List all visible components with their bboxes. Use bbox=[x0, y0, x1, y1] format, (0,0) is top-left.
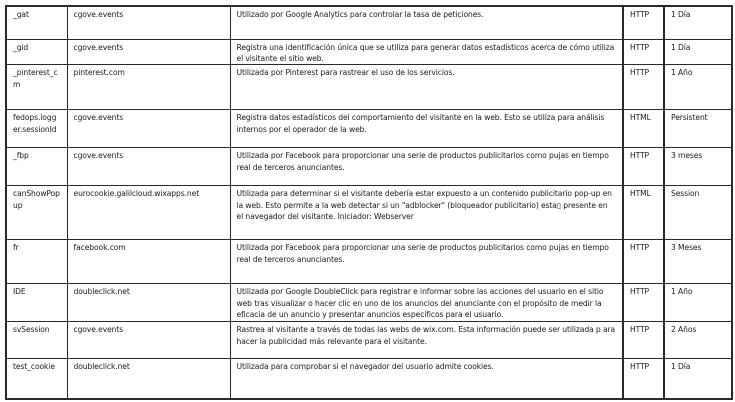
cookie-name: IDE bbox=[6, 284, 67, 322]
cookie-name: _fbp bbox=[6, 148, 67, 186]
cookie-domain: cgove.events bbox=[67, 322, 230, 359]
cookie-expiry: 1 Año bbox=[664, 65, 732, 110]
cookie-domain: cgove.events bbox=[67, 148, 230, 186]
cookie-domain: pinterest.com bbox=[67, 65, 230, 110]
cookie-expiry: 2 Años bbox=[664, 322, 732, 359]
cookie-domain: cgove.events bbox=[67, 6, 230, 39]
cookie-description: Utilizada para comprobar si el navegador del usuario admite cookies. bbox=[230, 359, 623, 399]
cookie-description: Utilizado por Google Analytics para controlar la tasa de peticiones. bbox=[230, 6, 623, 39]
cookie-type: HTTP bbox=[623, 284, 664, 322]
cookie-description: Utilizada por Pinterest para rastrear el uso de los servicios. bbox=[230, 65, 623, 110]
cookie-type: HTML bbox=[623, 110, 664, 148]
cookie-expiry: Persistent bbox=[664, 110, 732, 148]
cookie-name: canShowPopup bbox=[6, 186, 67, 240]
cookie-domain: facebook.com bbox=[67, 240, 230, 284]
table-row bbox=[6, 148, 732, 186]
table-row bbox=[6, 39, 732, 65]
cookie-type: HTTP bbox=[623, 65, 664, 110]
cookie-description: Utilizada para determinar si el visitante debería estar expuesto a un contenido publicitario pop-up en la web. Esto permite a la web detectar si un "adblocker" (bloqueador publicitario) esta▯ presente en el navegador del visitante. Iniciador: Webserver bbox=[230, 186, 623, 240]
cookie-expiry: 3 Meses bbox=[664, 240, 732, 284]
table-row bbox=[6, 284, 732, 322]
cookie-description: Registra una identificación única que se utiliza para generar datos estadísticos acerca de cómo utiliza el visitante el sitio web. bbox=[230, 39, 623, 65]
table-row bbox=[6, 6, 732, 39]
cookie-description: Registra datos estadísticos del comportamiento del visitante en la web. Esto se utiliza para análisis internos por el operador de la web. bbox=[230, 110, 623, 148]
table-row bbox=[6, 240, 732, 284]
cookie-description: Utilizada por Facebook para proporcionar una serie de productos publicitarios como pujas en tiempo real de terceros anunciantes. bbox=[230, 240, 623, 284]
cookie-type: HTTP bbox=[623, 39, 664, 65]
table-row bbox=[6, 322, 732, 359]
cookie-type: HTTP bbox=[623, 6, 664, 39]
cookie-table bbox=[5, 5, 733, 400]
cookie-description: Utilizada por Facebook para proporcionar una serie de productos publicitarios como pujas en tiempo real de terceros anunciantes. bbox=[230, 148, 623, 186]
cookie-expiry: 1 Día bbox=[664, 39, 732, 65]
cookie-name: _gid bbox=[6, 39, 67, 65]
cookie-type: HTTP bbox=[623, 148, 664, 186]
cookie-type: HTTP bbox=[623, 322, 664, 359]
cookie-type: HTTP bbox=[623, 240, 664, 284]
cookie-name: _pinterest_cm bbox=[6, 65, 67, 110]
cookie-expiry: Session bbox=[664, 186, 732, 240]
cookie-description: Utilizada por Google DoubleClick para registrar e informar sobre las acciones del usuario en el sitio web tras visualizar o hacer clic en uno de los anuncios del anunciante con el propósito de medir la eficacia de un anuncio y presentar anuncios específicos para el usuario. bbox=[230, 284, 623, 322]
table-row bbox=[6, 110, 732, 148]
cookie-name: fr bbox=[6, 240, 67, 284]
cookie-domain: doubleclick.net bbox=[67, 284, 230, 322]
cookie-domain: doubleclick.net bbox=[67, 359, 230, 399]
cookie-description: Rastrea al visitante a través de todas las webs de wix.com. Esta información puede ser utilizada p ara hacer la publicidad más relevante para el visitante. bbox=[230, 322, 623, 359]
cookie-type: HTTP bbox=[623, 359, 664, 399]
cookie-name: test_cookie bbox=[6, 359, 67, 399]
cookie-expiry: 1 Año bbox=[664, 284, 732, 322]
cookie-name: _gat bbox=[6, 6, 67, 39]
cookie-expiry: 1 Día bbox=[664, 359, 732, 399]
cookie-type: HTML bbox=[623, 186, 664, 240]
table-row bbox=[6, 359, 732, 399]
cookie-domain: eurocookie.galilcloud.wixapps.net bbox=[67, 186, 230, 240]
cookie-expiry: 1 Día bbox=[664, 6, 732, 39]
cookie-table-body bbox=[6, 6, 732, 399]
cookie-name: fedops.logger.sessionId bbox=[6, 110, 67, 148]
table-row bbox=[6, 65, 732, 110]
table-row bbox=[6, 186, 732, 240]
cookie-name: svSession bbox=[6, 322, 67, 359]
cookie-domain: cgove.events bbox=[67, 39, 230, 65]
cookie-domain: cgove.events bbox=[67, 110, 230, 148]
cookie-expiry: 3 meses bbox=[664, 148, 732, 186]
